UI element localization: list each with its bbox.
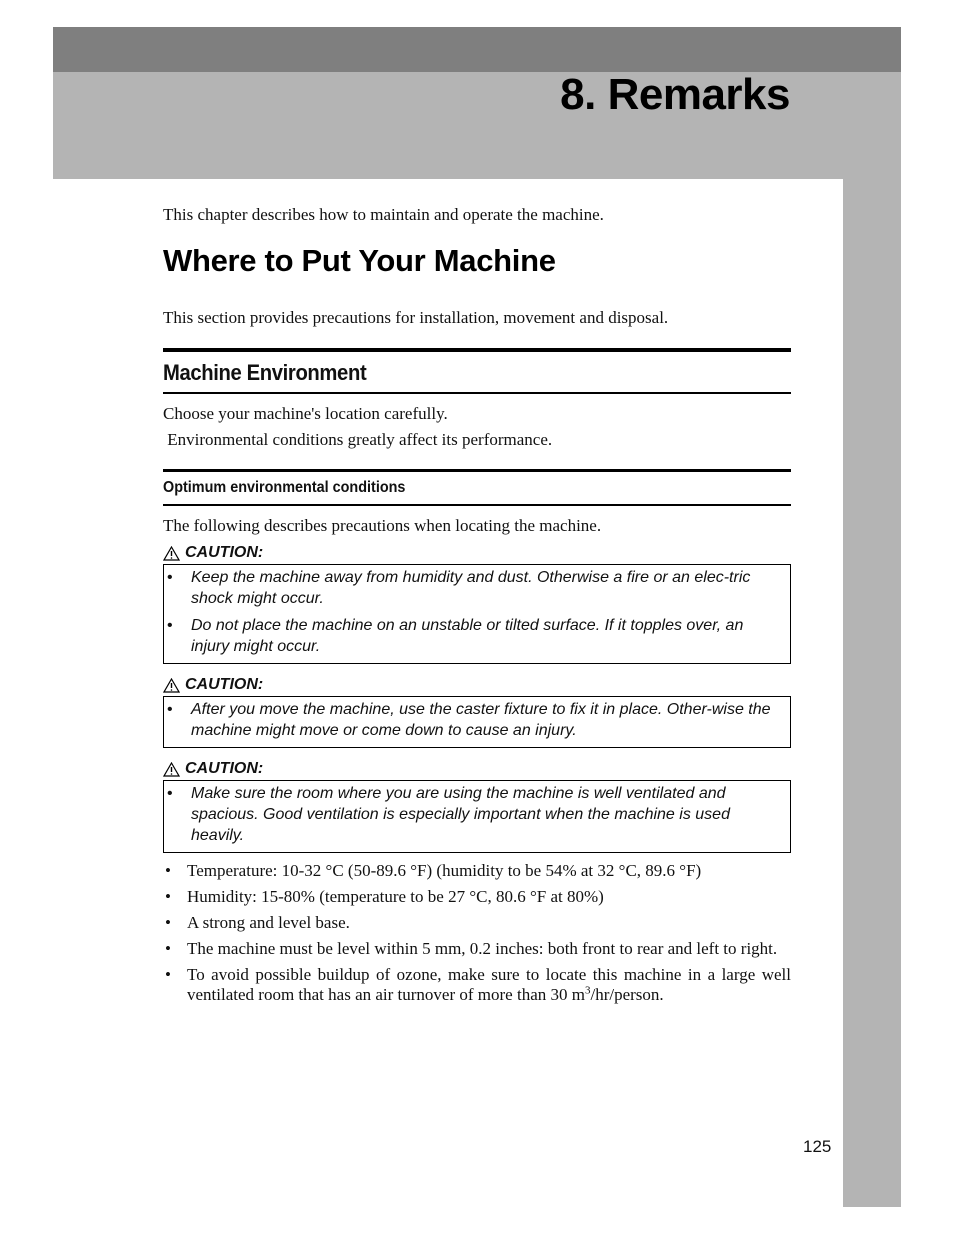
level-condition: The machine must be level within 5 mm, 0.2 inches: both front to rear and left to right. [187, 939, 778, 958]
optimum-conditions-title: Optimum environmental conditions [163, 479, 406, 496]
list-item [163, 861, 791, 881]
caution-box-1 [163, 564, 791, 664]
caution-label-1 [163, 544, 791, 562]
caution-text: Make sure the room where you are using the machine is well ventilated and spacious. Good ventilation is especially important when the machine is used heavily. [191, 785, 730, 844]
ozone-tail: /hr/person. [590, 985, 664, 1004]
list-item [163, 965, 791, 1005]
optimum-conditions-heading [163, 469, 791, 506]
warning-triangle-icon [163, 678, 180, 693]
machine-environment-text [163, 401, 791, 453]
bullet-icon: • [165, 887, 171, 906]
caution-label-2 [163, 676, 791, 694]
caution-text: Do not place the machine on an unstable or tilted surface. If it topples over, an injury might occur. [191, 617, 744, 655]
bullet-icon: • [167, 785, 173, 802]
chapter-intro: This chapter describes how to maintain and operate the machine. [163, 205, 604, 224]
caution-label-text: CAUTION: [185, 676, 264, 693]
page-content [163, 200, 791, 1011]
caution-item [167, 615, 780, 657]
list-item [163, 939, 791, 959]
caution-label-3 [163, 760, 791, 778]
bullet-icon: • [165, 861, 171, 880]
environment-line-2: Environmental conditions greatly affect its performance. [163, 430, 553, 449]
bullet-icon: • [167, 701, 173, 718]
caution-text: After you move the machine, use the caster fixture to fix it in place. Other-wise the machine might move or come down to cause an injury. [191, 701, 771, 739]
ozone-condition [187, 965, 791, 1005]
ozone-superscript: 3 [584, 984, 591, 997]
machine-environment-heading [163, 348, 791, 394]
caution-label-text: CAUTION: [185, 544, 264, 561]
warning-triangle-icon [163, 546, 180, 561]
machine-environment-title: Machine Environment [163, 360, 367, 385]
chapter-title: 8. Remarks [560, 70, 790, 119]
temperature-condition: Temperature: 10-32 °C (50-89.6 °F) (humidity to be 54% at 32 °C, 89.6 °F) [187, 861, 702, 880]
caution-box-2 [163, 696, 791, 748]
caution-label-text: CAUTION: [185, 760, 264, 777]
bullet-icon: • [165, 913, 171, 932]
warning-triangle-icon [163, 762, 180, 777]
environment-line-1: Choose your machine's location carefully. [163, 404, 448, 423]
header-band-dark [53, 27, 901, 72]
caution-box-3 [163, 780, 791, 853]
list-item [163, 913, 791, 933]
side-thumb-strip [843, 179, 901, 1207]
base-condition: A strong and level base. [187, 913, 350, 932]
humidity-condition: Humidity: 15-80% (temperature to be 27 °C, 80.6 °F at 80%) [187, 887, 604, 906]
conditions-list [163, 861, 791, 1005]
bullet-icon: • [165, 965, 171, 984]
ozone-text: To avoid possible buildup of ozone, make sure to locate this machine in a large well ventilated room that has an air turnover of more than 30 m [187, 965, 791, 1004]
caution-item [167, 783, 780, 846]
bullet-icon: • [167, 569, 173, 586]
caution-text: Keep the machine away from humidity and dust. Otherwise a fire or an elec-tric shock might occur. [191, 569, 751, 607]
optimum-conditions-description: The following describes precautions when locating the machine. [163, 516, 602, 535]
caution-item [167, 567, 780, 609]
section-description: This section provides precautions for installation, movement and disposal. [163, 308, 669, 327]
page-number: 125 [803, 1137, 832, 1156]
list-item [163, 887, 791, 907]
section-title: Where to Put Your Machine [163, 243, 556, 278]
bullet-icon: • [165, 939, 171, 958]
bullet-icon: • [167, 617, 173, 634]
caution-item [167, 699, 780, 741]
